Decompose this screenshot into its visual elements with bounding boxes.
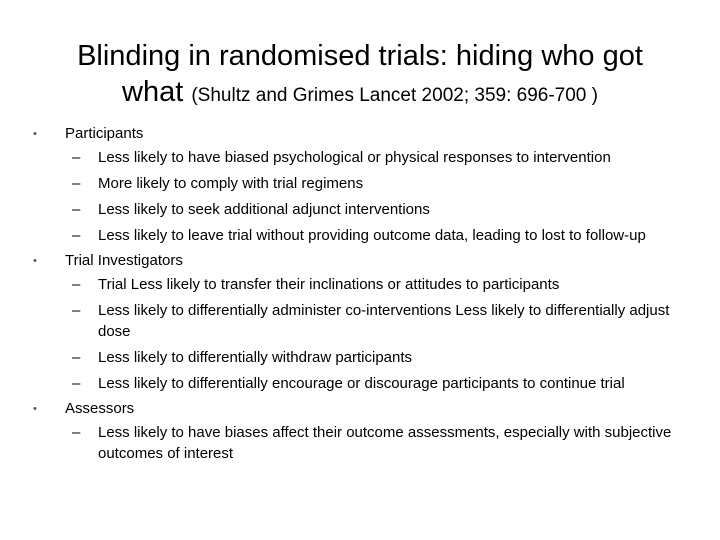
title-line-1: Blinding in randomised trials: hiding who got: [77, 40, 643, 72]
dash-icon: –: [72, 276, 81, 293]
sub-item-text: Less likely to have biased psychological or physical responses to intervention: [98, 149, 611, 166]
sub-item: [28, 199, 698, 220]
sub-item: [28, 147, 698, 168]
investigators-subitems: [28, 274, 698, 394]
bullet-icon: •: [33, 403, 37, 415]
assessors-subitems: [28, 422, 698, 464]
bullet-trial-investigators: [28, 251, 698, 271]
sub-item: [28, 173, 698, 194]
content-body: [28, 124, 698, 469]
dash-icon: –: [72, 175, 81, 192]
sub-item: [28, 373, 698, 394]
bullet-label: Trial Investigators: [65, 252, 183, 269]
sub-item-text: Less likely to leave trial without providing outcome data, leading to lost to follow-up: [98, 227, 646, 244]
dash-icon: –: [72, 349, 81, 366]
title-line-2-main: what: [122, 76, 184, 108]
sub-item-text: More likely to comply with trial regimens: [98, 175, 364, 192]
sub-item-text: Less likely to differentially administer co-interventions Less likely to differentially adjust dose: [98, 302, 670, 340]
dash-icon: –: [72, 149, 81, 166]
sub-item-text: Trial Less likely to transfer their inclinations or attitudes to participants: [98, 276, 560, 293]
sub-item-text: Less likely to have biases affect their outcome assessments, especially with subjective outcomes of interest: [98, 424, 672, 462]
title-line-2: [40, 74, 680, 114]
dash-icon: –: [72, 302, 81, 319]
title-citation: (Shultz and Grimes Lancet 2002; 359: 696-700 ): [191, 85, 598, 106]
sub-item: [28, 300, 698, 342]
sub-item: [28, 422, 698, 464]
bullet-icon: •: [33, 255, 37, 267]
bullet-icon: •: [33, 128, 37, 140]
bullet-assessors: [28, 399, 698, 419]
slide-title: [40, 38, 680, 114]
participants-subitems: [28, 147, 698, 246]
sub-item-text: Less likely to differentially withdraw participants: [98, 349, 413, 366]
bullet-label: Assessors: [65, 400, 135, 417]
sub-item: [28, 225, 698, 246]
bullet-participants: [28, 124, 698, 144]
dash-icon: –: [72, 227, 81, 244]
dash-icon: –: [72, 201, 81, 218]
dash-icon: –: [72, 424, 81, 441]
dash-icon: –: [72, 375, 81, 392]
bullet-label: Participants: [65, 125, 144, 142]
sub-item: [28, 274, 698, 295]
sub-item-text: Less likely to seek additional adjunct interventions: [98, 201, 430, 218]
sub-item-text: Less likely to differentially encourage or discourage participants to continue trial: [98, 375, 625, 392]
sub-item: [28, 347, 698, 368]
